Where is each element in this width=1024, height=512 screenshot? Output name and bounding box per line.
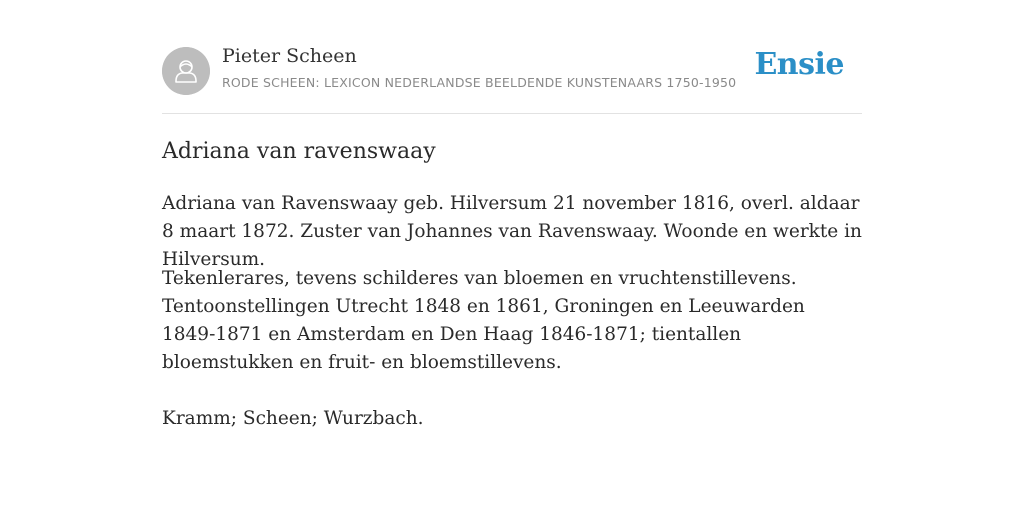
ensie-logo[interactable]: Ensie [754,47,844,82]
article-sources: Kramm; Scheen; Wurzbach. [162,408,424,429]
article-title: Adriana van ravenswaay [162,139,436,164]
page-container [162,0,862,429]
user-avatar-icon [162,47,210,95]
source-title[interactable]: RODE SCHEEN: LEXICON NEDERLANDSE BEELDENDE KUNSTENAARS 1750-1950 [222,75,737,90]
article-paragraph-1: Adriana van Ravenswaay geb. Hilversum 21 november 1816, overl. aldaar 8 maart 1872. Zuster van Johannes van Ravenswaay. Woonde en werkte in Hilversum. [162,193,862,270]
article-header [162,0,862,114]
article-paragraph-2: Tekenlerares, tevens schilderes van bloemen en vruchtenstillevens. Tentoonstellingen Utrecht 1848 en 1861, Groningen en Leeuwarden 1849-1871 en Amsterdam en Den Haag 1846-1871; tientallen bloemstukken en fruit- en bloemstillevens. [162,268,805,373]
avatar[interactable] [162,47,210,95]
author-name[interactable]: Pieter Scheen [222,45,357,67]
